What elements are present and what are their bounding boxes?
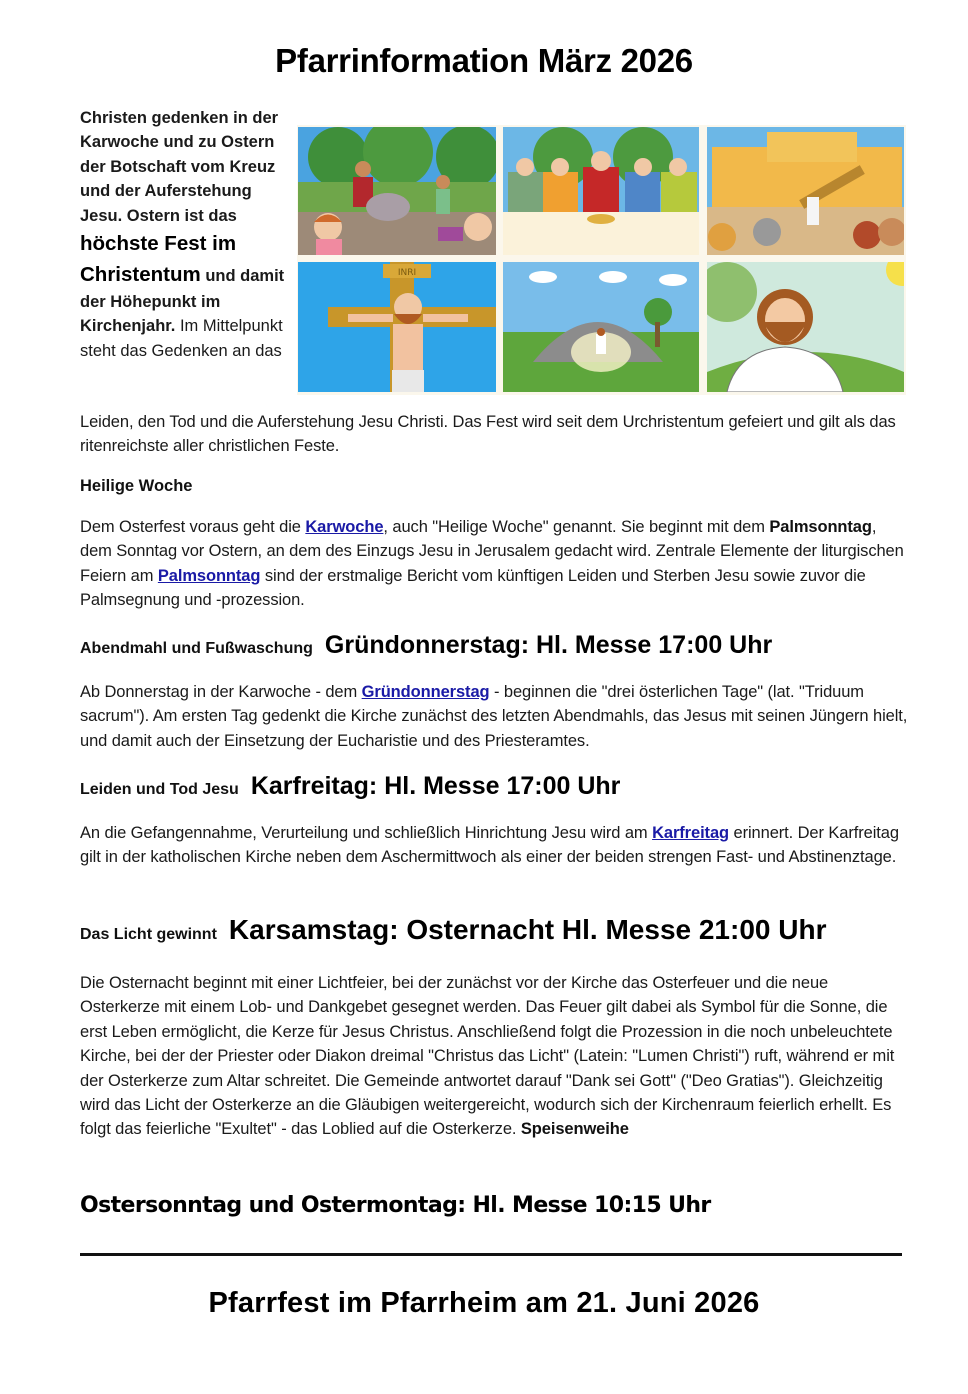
intro-normal: Im Mittelpunkt steht das Gedenken an das: [80, 317, 283, 360]
paragraph-gruendonnerstag: [80, 680, 910, 753]
page-title: Pfarrinformation März 2026: [275, 42, 693, 79]
text: - beginnen die "drei österlichen Tage" (lat. "Triduum sacrum"). Am ersten Tag gedenkt die Kirche zunächst des letzten Abendmahls, das Jesus mit seinen Jüngern hielt, und damit auch der Einsetzung der Eucharistie und des Priesteramtes.: [80, 683, 908, 750]
service-gruendonnerstag: Gründonnerstag: Hl. Messe 17:00 Uhr: [324, 631, 773, 659]
empty-tomb-illustration: [503, 262, 699, 392]
paragraph-karsamstag: [80, 971, 910, 1142]
intro-bold: Christen gedenken in der Karwoche und zu Ostern der Botschaft vom Kreuz und der Auferstehung Jesu. Ostern ist das: [80, 109, 279, 225]
footer-announcement: Pfarrfest im Pfarrheim am 21. Juni 2026: [208, 1287, 760, 1319]
link-karwoche[interactable]: Karwoche: [305, 518, 384, 536]
text: , dem Sonntag vor Ostern, an dem des Einzugs Jesu in Jerusalem gedacht wird. Zentrale Elemente der liturgischen Feiern am: [80, 518, 904, 585]
crucifixion-illustration: [298, 262, 496, 392]
palm-sunday-entry-illustration: [298, 127, 496, 255]
paragraph-heilige-woche: [80, 515, 910, 613]
intro-highlight-1: höchste Fest im: [80, 232, 237, 256]
service-ostern: Ostersonntag und Ostermontag: Hl. Messe 10:15 Uhr: [80, 1193, 711, 1218]
last-supper-illustration: [503, 127, 699, 255]
heading-heilige-woche: Heilige Woche: [80, 477, 193, 495]
text: sind der erstmalige Bericht vom künftigen Leiden und Sterben Jesu sowie zuvor die Palmsegnung und -prozession.: [80, 566, 866, 610]
lead-licht: Das Licht gewinnt: [80, 926, 217, 943]
service-karsamstag: Karsamstag: Osternacht Hl. Messe 21:00 Uhr: [228, 914, 827, 945]
text: , auch "Heilige Woche" genannt. Sie beginnt mit dem: [383, 518, 770, 536]
service-karfreitag: Karfreitag: Hl. Messe 17:00 Uhr: [250, 772, 621, 800]
carrying-cross-illustration: [707, 127, 904, 255]
link-karfreitag[interactable]: Karfreitag: [652, 824, 730, 842]
risen-jesus-illustration: [707, 262, 904, 392]
intro-highlight-2: Christentum: [80, 263, 201, 287]
intro-text: [80, 106, 292, 363]
bold-speisenweihe: Speisenweihe: [520, 1120, 629, 1139]
heading-karsamstag: [80, 914, 826, 946]
paragraph-karfreitag: [80, 821, 910, 870]
divider: [80, 1253, 902, 1256]
heading-karfreitag: [80, 772, 620, 801]
bold-palmsonntag: Palmsonntag: [769, 518, 872, 536]
intro-bold-tail: und damit der Höhepunkt im Kirchenjahr.: [80, 267, 285, 336]
text: Ab Donnerstag in der Karwoche - dem: [80, 683, 362, 701]
link-gruendonnerstag[interactable]: Gründonnerstag: [361, 683, 490, 701]
easter-story-image-grid: [297, 125, 906, 395]
text: An die Gefangennahme, Verurteilung und schließlich Hinrichtung Jesu wird am: [80, 824, 653, 842]
link-palmsonntag[interactable]: Palmsonntag: [157, 566, 261, 585]
lead-leiden: Leiden und Tod Jesu: [80, 781, 239, 798]
text: Dem Osterfest voraus geht die: [80, 518, 306, 536]
inri-sign: INRI: [397, 268, 417, 278]
text: erinnert. Der Karfreitag gilt in der katholischen Kirche neben dem Aschermittwoch als einer der beiden strengen Fast- und Abstinenztage.: [80, 824, 899, 867]
text: Die Osternacht beginnt mit einer Lichtfeier, bei der zunächst vor der Kirche das Osterfeuer und die neue Osterkerze mit einem Lob- und Dankgebet gesegnet werden. Das Feuer gilt dabei als Symbol für die Sonne, die erst Leben ermöglicht, die Kerze für Jesus Christus. Anschließend folgt die Prozession in die noch unbeleuchtete Kirche, bei der der Priester oder Diakon dreimal "Christus das Licht" (Latein: "Lumen Christi") ruft, während er mit der Osterkerze zum Altar schreitet. Die Gemeinde antwortet darauf "Dank sei Gott" ("Deo Gratias"). Gleichzeitig wird das Licht der Osterkerze an die Gläubigen weitergereicht, wodurch sich der Kirchenraum feierlich erhellt. Es folgt das feierliche "Exultet" - das Loblied auf die Osterkerze.: [80, 974, 895, 1139]
lead-abendmahl: Abendmahl und Fußwaschung: [80, 640, 313, 657]
intro-continuation: Leiden, den Tod und die Auferstehung Jesu Christi. Das Fest wird seit dem Urchristentum gefeiert und gilt als das ritenreichste aller christlichen Feste.: [80, 413, 896, 456]
heading-gruendonnerstag: [80, 631, 772, 660]
